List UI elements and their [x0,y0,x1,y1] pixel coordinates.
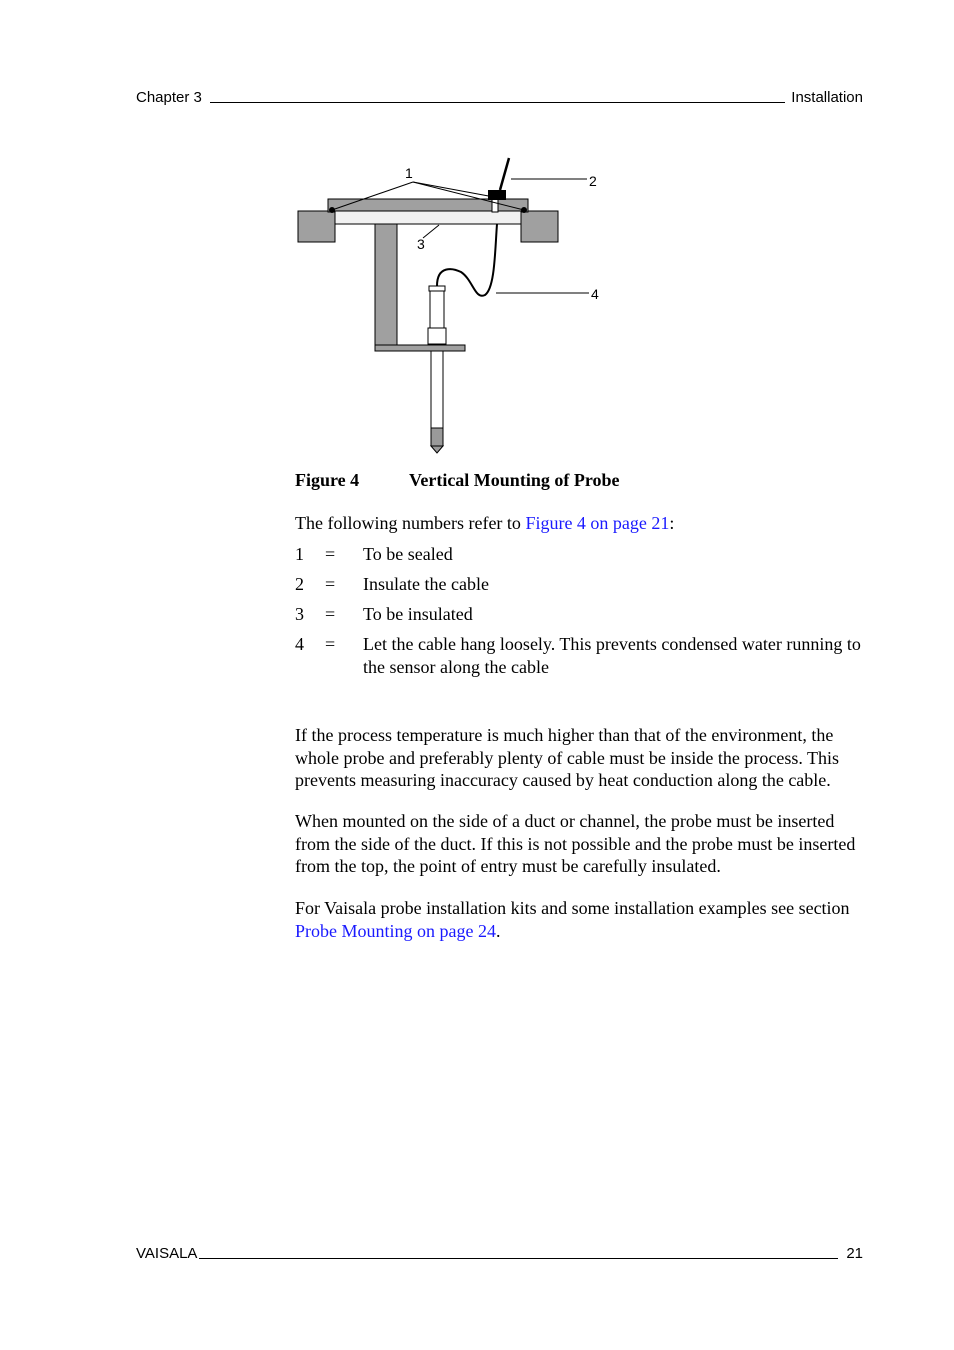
probe-nut [428,328,446,344]
cable-seal [488,190,506,200]
legend-key: 1 [295,544,304,564]
page-header [136,86,863,106]
legend-equals: = [325,574,336,594]
figure-number: Figure 4 [295,470,360,490]
kits-after: . [495,920,501,941]
header-rule [210,101,785,103]
cable-exit [500,158,509,190]
page-footer [136,1242,863,1262]
cable-gland [492,199,498,212]
list-item [295,543,865,566]
probe-tip-point [431,446,443,453]
callout-1: 1 [405,165,413,181]
legend-equals: = [325,604,336,624]
callout-3: 3 [417,236,425,252]
legend-text: To be insulated [363,604,473,624]
legend-equals: = [325,634,336,654]
callout-4: 4 [591,286,599,302]
leader-1-gland [413,182,494,197]
leader-3 [423,225,439,238]
paragraph-installation-kits [295,897,865,942]
figure-title: Vertical Mounting of Probe [409,470,620,490]
probe-mounting-diagram [295,150,615,455]
figure-vertical-mounting [295,150,615,455]
probe-tip [431,428,443,446]
list-item [295,573,865,596]
bottom-flange [375,345,465,351]
list-item [295,603,865,626]
page-number: 21 [846,1245,863,1262]
footer-company: VAISALA [136,1245,198,1262]
header-section: Installation [791,89,863,106]
footer-rule [199,1257,838,1259]
legend-key: 2 [295,574,304,594]
callout-2: 2 [589,173,597,189]
probe-mounting-link[interactable]: Probe Mounting on page 24 [295,920,496,941]
paragraph-side-mounting: When mounted on the side of a duct or channel, the probe must be inserted from the side of the duct. If this is not possible and the probe must be inserted from the top, the point of entry must be carefully insulated. [295,811,856,876]
figure-link[interactable]: Figure 4 on page 21 [525,513,670,533]
list-item [295,633,865,679]
intro-text: The following numbers refer to [295,513,526,533]
probe-shaft [431,351,443,428]
kits-text: For Vaisala probe installation kits and some installation examples see section [295,898,850,918]
header-chapter: Chapter 3 [136,89,202,106]
probe-head [430,286,444,328]
paragraph-process-temperature: If the process temperature is much higher than that of the environment, the whole probe and preferably plenty of cable must be inside the process. This prevents measuring inaccuracy caused by heat conduction along the cable. [295,725,840,790]
probe-cap [429,286,445,291]
duct-wall-right [521,211,558,242]
intro-after: : [669,513,675,533]
legend-text: Let the cable hang loosely. This prevents condensed water running to the sensor along the cable [363,634,861,677]
legend-intro [295,513,674,534]
legend-text: To be sealed [363,544,453,564]
legend-key: 3 [295,604,304,624]
insulation-layer [335,211,521,224]
legend-list [295,543,865,686]
legend-text: Insulate the cable [363,574,489,594]
duct-wall-left [298,211,335,242]
figure-caption [295,470,619,491]
legend-equals: = [325,544,336,564]
legend-key: 4 [295,634,304,654]
vertical-support [375,224,397,346]
probe-cable [437,224,497,296]
